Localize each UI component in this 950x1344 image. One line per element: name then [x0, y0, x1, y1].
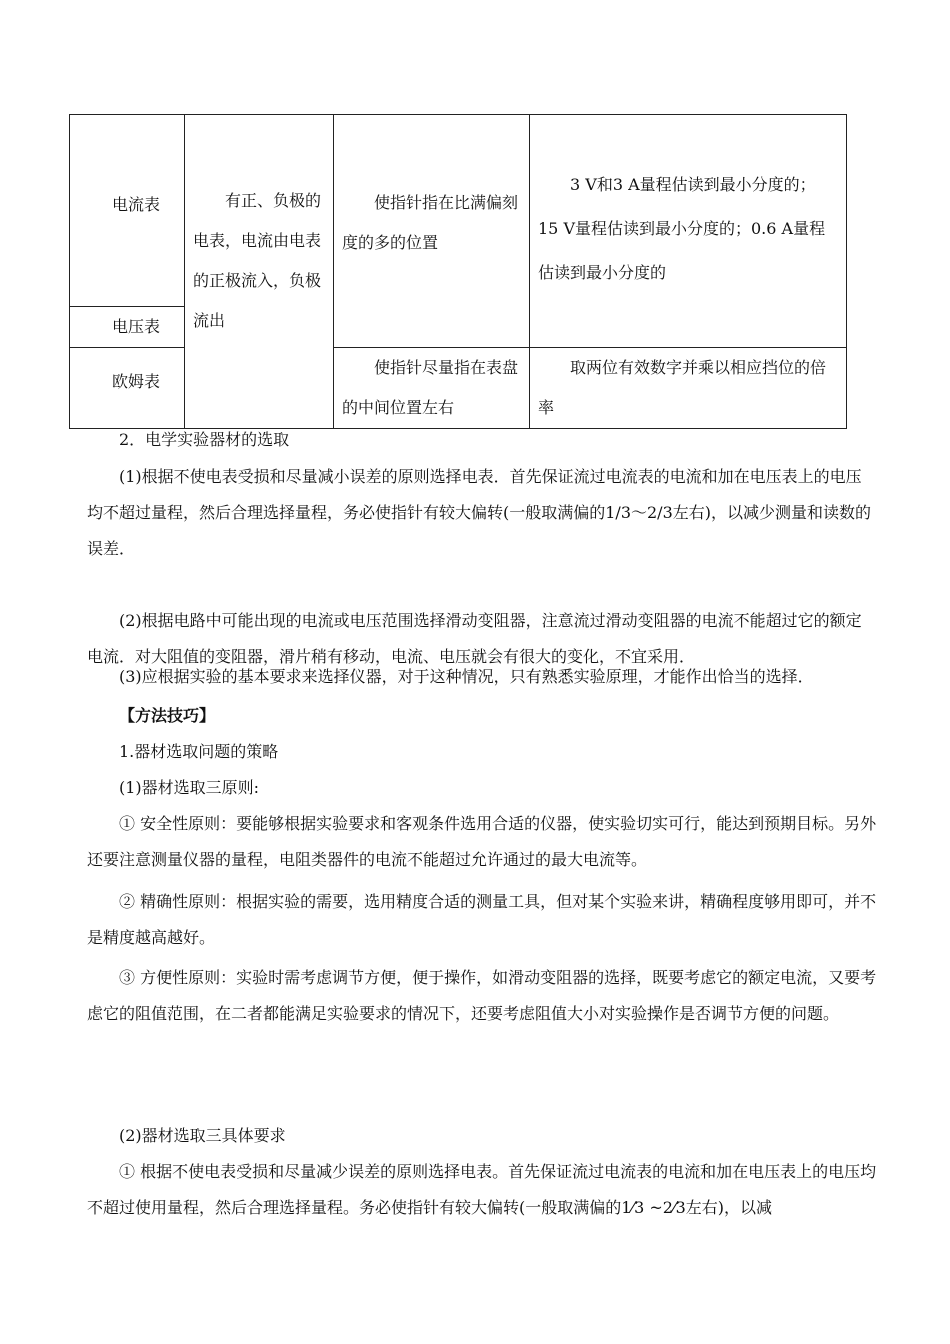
- pointer-ohm-text: 使指针尽量指在表盘的中间位置左右: [342, 358, 519, 417]
- cell-ohmmeter: [70, 348, 185, 429]
- cell-reading-ohm: [530, 348, 847, 429]
- polarity-text: 有正、负极的电表，电流由电表的正极流入，负极流出: [193, 191, 322, 330]
- reading-va-line1: 3 V和3 A量程估读到最小分度的；: [570, 175, 816, 194]
- principle-accuracy: ② 精确性原则：根据实验的需要，选用精度合适的测量工具，但对某个实验来讲，精确程度够用即可，并不是精度越高越好。: [87, 892, 877, 947]
- requirements-heading: (2)器材选取三具体要求: [119, 1126, 286, 1145]
- section-title: 2．电学实验器材的选取: [119, 430, 290, 449]
- principle-safety: ① 安全性原则：要能够根据实验要求和客观条件选用合适的仪器，使实验切实可行，能达到预期目标。另外还要注意测量仪器的量程，电阻类器件的电流不能超过允许通过的最大电流等。: [87, 814, 877, 869]
- pointer-va-text: 使指针指在比满偏刻度的多的位置: [342, 193, 519, 252]
- cell-ammeter: [70, 115, 185, 307]
- paragraph-3: (3)应根据实验的基本要求来选择仪器，对于这种情况，只有熟悉实验原理，才能作出恰当的选择．: [119, 667, 814, 686]
- requirement-1: ① 根据不使电表受损和尽量减少误差的原则选择电表。首先保证流过电流表的电流和加在电压表上的电压均不超过使用量程，然后合理选择量程。务必使指针有较大偏转(一般取满偏的1⁄3 ~2⁄3左右)，以减: [87, 1162, 877, 1217]
- ohmmeter-label: 欧姆表: [112, 372, 161, 391]
- methods-heading: 【方法技巧】: [119, 706, 216, 725]
- cell-polarity: [185, 115, 334, 429]
- reading-va-line2: 15 V量程估读到最小分度的；0.6 A量程估读到最小分度的: [538, 219, 826, 282]
- paragraph-1: (1)根据不使电表受损和尽量减小误差的原则选择电表．首先保证流过电流表的电流和加在电压表上的电压均不超过量程，然后合理选择量程，务必使指针有较大偏转(一般取满偏的1/3～2/3左右)，以减少测量和读数的误差．: [87, 467, 871, 558]
- cell-pointer-ohm: [334, 348, 530, 429]
- strategy-heading: 1.器材选取问题的策略: [119, 742, 279, 761]
- meter-table: [69, 114, 847, 429]
- cell-voltmeter: [70, 307, 185, 348]
- paragraph-2: (2)根据电路中可能出现的电流或电压范围选择滑动变阻器，注意流过滑动变阻器的电流不能超过它的额定电流．对大阻值的变阻器，滑片稍有移动，电流、电压就会有很大的变化，不宜采用．: [87, 611, 862, 666]
- ammeter-label: 电流表: [112, 195, 161, 214]
- cell-reading-va: [530, 115, 847, 348]
- three-principles-heading: (1)器材选取三原则:: [119, 778, 260, 797]
- cell-pointer-va: [334, 115, 530, 348]
- voltmeter-label: 电压表: [112, 317, 161, 336]
- reading-ohm-text: 取两位有效数字并乘以相应挡位的倍率: [538, 358, 827, 417]
- principle-convenience: ③ 方便性原则：实验时需考虑调节方便，便于操作，如滑动变阻器的选择，既要考虑它的额定电流，又要考虑它的阻值范围，在二者都能满足实验要求的情况下，还要考虑阻值大小对实验操作是否调节方便的问题。: [87, 968, 877, 1023]
